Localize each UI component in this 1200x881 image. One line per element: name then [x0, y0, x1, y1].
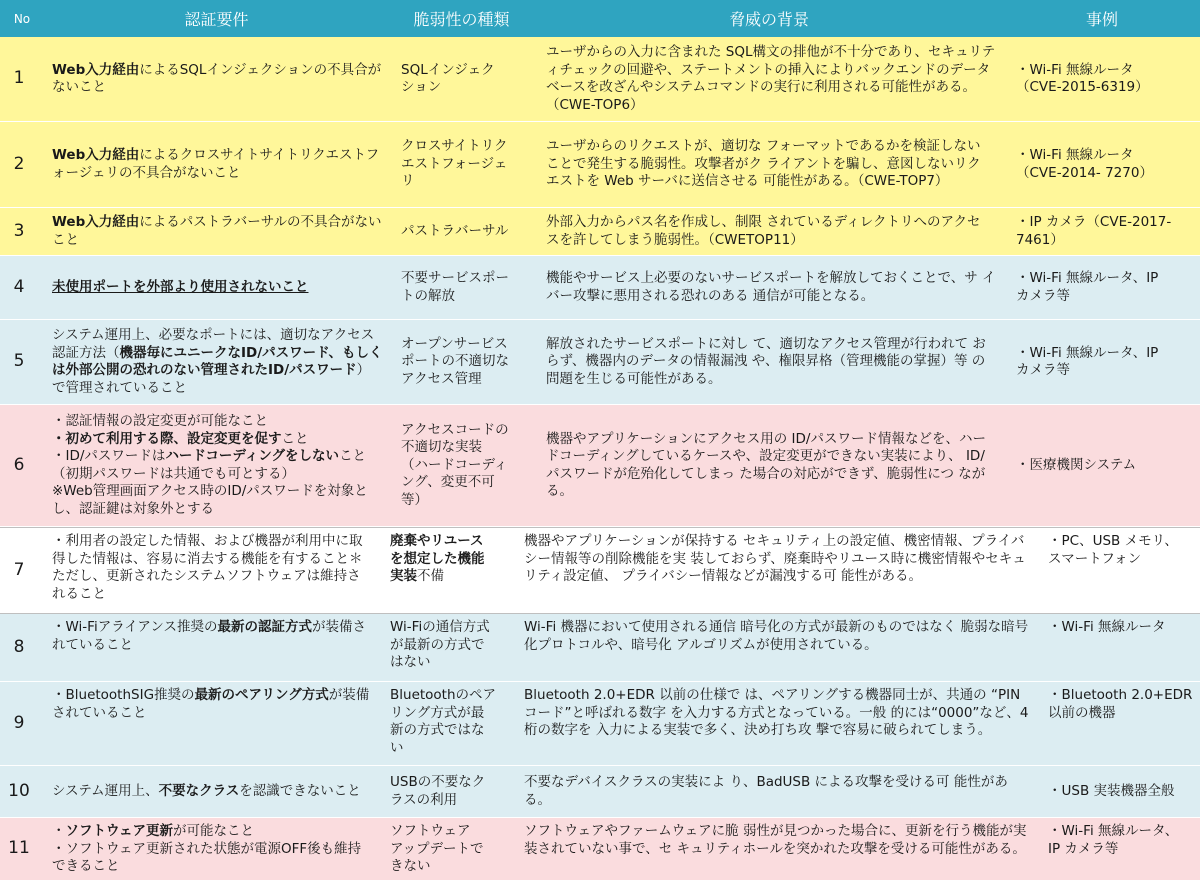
- requirement-text: [52, 619, 372, 654]
- example-cell: [1036, 682, 1200, 765]
- table-row: [0, 122, 1200, 208]
- threat-text: 機能やサービス上必要のないサービスポートを解放しておくことで、サ イバー攻撃に悪用される恐れのある 通信が可能となる。: [546, 270, 996, 304]
- text-run: 不備: [417, 568, 444, 584]
- text-run: システム運用上、: [52, 782, 159, 799]
- row-number: 2: [13, 153, 25, 174]
- vulnerability-text: クロスサイトリク エストフォージェ リ: [401, 138, 508, 190]
- threat-cell: [534, 37, 1004, 121]
- table-row: [0, 766, 1200, 818]
- threat-cell: [512, 682, 1036, 765]
- table-row: [0, 527, 1200, 614]
- threat-text: 機器やアプリケーションが保持する セキュリティ上の設定値、機密情報、プライバシー情報等の削除機能を実 装しておらず、廃棄時やリユース時に機密情報やセキュリティ設定値、 プライバシー情報などが漏洩する可 能性がある。: [524, 533, 1026, 584]
- text-run: 最新の認証方式: [217, 619, 312, 635]
- text-run: によるクロスサイトサイトリクエストフォージェリの不具合がないこと: [52, 147, 380, 181]
- row-number: 11: [8, 838, 30, 859]
- threat-cell: [534, 320, 1004, 404]
- header-threat-background: 脅威の背景: [534, 0, 1004, 37]
- text-run: ハードコーディングをしない: [165, 448, 340, 464]
- row-number: 1: [13, 68, 25, 89]
- header-vulnerability-type: 脆弱性の種類: [389, 0, 534, 37]
- text-run: システム運用上、必要なポートには、適切なアクセス認証方法（: [52, 327, 375, 361]
- text-run: ソフトウェア更新: [65, 823, 173, 839]
- vulnerability-cell: [378, 682, 512, 765]
- header-example: 事例: [1004, 0, 1200, 37]
- example-cell: [1036, 528, 1200, 613]
- threat-text: Bluetooth 2.0+EDR 以前の仕様で は、ペアリングする機器同士が、共通の “PIN コード”と呼ばれる数字 を入力する方式となっている。一般 的には“0000”など、4 桁の数字を 入力による実装で多く、決め打ち攻 撃で容易に破られてしまう。: [524, 687, 1029, 738]
- text-run: ・BluetoothSIG推奨の: [52, 687, 195, 703]
- text-run: 機器毎にユニークなID/パスワード、もしくは外部公開の恐れのない管理されたID/パスワード: [52, 344, 383, 378]
- table-row: [0, 208, 1200, 256]
- requirement-cell: [44, 122, 389, 207]
- row-number: 3: [13, 220, 25, 241]
- requirement-text: [52, 687, 372, 722]
- example-text: ・Wi-Fi 無線ルータ （CVE-2014- 7270）: [1016, 147, 1153, 181]
- requirement-cell: [44, 766, 378, 817]
- vulnerability-text: Bluetoothのペア リング方式が最 新の方式ではな い: [390, 687, 497, 756]
- header-no: No: [0, 0, 44, 37]
- threat-cell: [534, 256, 1004, 319]
- text-run: 廃棄やリユース を想定した機能 実装: [390, 533, 485, 584]
- threat-text: 解放されたサービスポートに対し て、適切なアクセス管理が行われて おらず、機器内のデータの情報漏洩 や、権限昇格（管理機能の掌握）等 の問題を生じる可能性がある。: [546, 335, 986, 387]
- vulnerability-text: 不要サービスポー トの解放: [401, 270, 509, 304]
- requirement-text: [52, 533, 372, 603]
- threat-text: 不要なデバイスクラスの実装によ り、BadUSB による攻撃を受ける可 能性がある。: [524, 774, 1008, 808]
- row-number: 4: [13, 276, 25, 297]
- text-run: Web入力経由: [52, 147, 140, 163]
- vulnerability-text: パストラバーサル: [401, 222, 509, 239]
- text-run: が装備されていること: [52, 619, 366, 653]
- vulnerability-text: USBの不要なク ラスの利用: [390, 774, 486, 808]
- requirement-cell: [44, 818, 378, 880]
- threat-cell: [534, 208, 1004, 255]
- table-row: [0, 682, 1200, 766]
- requirement-cell: [44, 256, 389, 319]
- threat-text: 外部入力からパス名を作成し、制限 されているディレクトリへのアクセ スを許してしまう脆弱性。（CWETOP11）: [546, 214, 981, 248]
- text-run: 不要なクラス: [158, 782, 240, 799]
- text-run: ・初めて利用する際、設定変更を促す: [52, 430, 282, 447]
- text-run: ・Wi-Fiアライアンス推奨の: [52, 619, 218, 635]
- requirement-cell: [44, 320, 389, 404]
- row-number: 6: [13, 454, 25, 475]
- example-cell: [1036, 766, 1200, 817]
- vulnerability-cell: [389, 256, 534, 319]
- threat-cell: [534, 405, 1004, 526]
- text-run: ・利用者の設定した情報、および機器が利用中に取得した情報は、容易に消去する機能を有すること＊ただし、更新されたシステムソフトウェアは維持されること: [52, 533, 363, 602]
- text-run: を認識できないこと: [239, 782, 361, 799]
- vulnerability-text: [390, 533, 485, 586]
- vulnerability-cell: [389, 405, 534, 526]
- vulnerability-cell: [378, 614, 512, 681]
- example-text: ・Wi-Fi 無線ルータ （CVE-2015-6319）: [1016, 61, 1149, 95]
- example-text: ・IP カメラ（CVE-2017-7461）: [1016, 214, 1172, 248]
- threat-text: ユーザからの入力に含まれた SQL構文の排他が不十分であり、セキュリティチェックの回避や、ステートメントの挿入によりバックエンドのデータベースを改ざんやシステムコマンドの実行に利用される可能性がある。（CWE-TOP6）: [546, 44, 996, 113]
- requirement-text: [52, 327, 383, 397]
- example-text: ・Wi-Fi 無線ルータ、 IP カメラ等: [1048, 823, 1179, 857]
- requirement-text: [52, 279, 309, 297]
- example-cell: [1004, 208, 1200, 255]
- threat-cell: [512, 528, 1036, 613]
- text-run: が装備されていること: [52, 687, 370, 721]
- text-run: ・認証情報の設定変更が可能なこと: [52, 413, 268, 429]
- threat-text: ソフトウェアやファームウェアに脆 弱性が見つかった場合に、更新を行う機能が実装されていない事で、セ キュリティホールを突かれた攻撃を受ける可能性がある。: [524, 823, 1027, 857]
- requirement-text: [52, 214, 383, 249]
- vulnerability-cell: [389, 122, 534, 207]
- example-cell: [1004, 122, 1200, 207]
- example-cell: [1036, 614, 1200, 681]
- vulnerability-cell: [378, 766, 512, 817]
- example-text: ・USB 実装機器全般: [1048, 782, 1175, 799]
- header-requirement: 認証要件: [44, 0, 389, 37]
- text-run: ・ID/パスワードは: [52, 448, 166, 464]
- table-row: [0, 256, 1200, 320]
- threat-cell: [512, 818, 1036, 880]
- row-number: 9: [13, 712, 25, 733]
- requirement-text: [52, 823, 372, 876]
- text-run: 最新のペアリング方式: [194, 687, 329, 703]
- threat-text: ユーザからのリクエストが、適切な フォーマットであるかを検証しない ことで発生する脆弱性。攻撃者がク ライアントを騙し、意図しないリク エストを Web サーバに送信させる 可能性がある。（CWE-TOP7）: [546, 138, 981, 190]
- example-text: ・Wi-Fi 無線ルータ、IP カメラ等: [1016, 270, 1159, 304]
- requirement-cell: [44, 614, 378, 681]
- text-run: 未使用ポートを外部より使用されないこと: [52, 278, 309, 295]
- requirement-cell: [44, 405, 389, 526]
- requirement-text: [52, 413, 383, 518]
- vulnerability-text: オープンサービス ポートの不適切な アクセス管理: [401, 335, 509, 387]
- text-run: こと: [281, 430, 309, 447]
- table-row: [0, 320, 1200, 405]
- text-run: が可能なこと ・ソフトウェア更新された状態が電源OFF後も維持できること: [52, 823, 362, 874]
- table-row: [0, 614, 1200, 682]
- text-run: によるSQLインジェクションの不具合がないこと: [52, 61, 382, 95]
- table-row: [0, 37, 1200, 122]
- requirement-text: [52, 62, 383, 97]
- vulnerability-cell: [378, 818, 512, 880]
- example-text: ・PC、USB メモリ、 スマートフォン: [1048, 533, 1178, 567]
- example-cell: [1036, 818, 1200, 880]
- text-run: によるパストラバーサルの不具合がないこと: [52, 214, 382, 248]
- example-text: ・Wi-Fi 無線ルータ、IP カメラ等: [1016, 344, 1159, 378]
- vulnerability-cell: [378, 528, 512, 613]
- vulnerability-text: アクセスコードの 不適切な実装 （ハードコーディ ング、変更不可 等）: [401, 421, 509, 508]
- threat-text: 機器やアプリケーションにアクセス用の ID/パスワード情報などを、ハードコーディングしているケースや、設定変更ができない実装により、 ID/パスワードが危殆化してしまっ た場合の対応ができず、脆弱性につ ながる。: [546, 430, 986, 499]
- threat-cell: [534, 122, 1004, 207]
- requirement-text: [52, 783, 361, 801]
- text-run: Web入力経由: [52, 61, 140, 78]
- row-number: 5: [13, 351, 25, 372]
- example-text: ・Wi-Fi 無線ルータ: [1048, 619, 1166, 635]
- vulnerability-cell: [389, 208, 534, 255]
- requirement-cell: [44, 208, 389, 255]
- vulnerability-cell: [389, 37, 534, 121]
- example-cell: [1004, 405, 1200, 526]
- row-number: 7: [13, 559, 25, 580]
- row-number: 8: [13, 636, 25, 657]
- example-cell: [1004, 37, 1200, 121]
- threat-cell: [512, 614, 1036, 681]
- text-run: ・: [52, 823, 66, 839]
- requirement-cell: [44, 528, 378, 613]
- threat-cell: [512, 766, 1036, 817]
- vulnerability-cell: [389, 320, 534, 404]
- requirement-text: [52, 147, 383, 182]
- vulnerability-text: SQLインジェク ション: [401, 61, 495, 95]
- example-text: ・医療機関システム: [1016, 456, 1137, 473]
- text-run: こと（初期パスワードは共通でも可とする） ※Web管理画面アクセス時のID/パスワードを対象とし、認証鍵は対象外とする: [52, 448, 368, 517]
- requirement-cell: [44, 37, 389, 121]
- vulnerability-text: Wi-Fiの通信方式 が最新の方式で はない: [390, 619, 490, 670]
- table-row: [0, 818, 1200, 881]
- example-text: ・Bluetooth 2.0+EDR 以前の機器: [1048, 687, 1193, 721]
- requirement-cell: [44, 682, 378, 765]
- table-row: [0, 405, 1200, 527]
- example-cell: [1004, 256, 1200, 319]
- text-run: Web入力経由: [52, 214, 140, 230]
- threat-text: Wi-Fi 機器において使用される通信 暗号化の方式が最新のものではなく 脆弱な暗号化プロトコルや、暗号化 アルゴリズムが使用されている。: [524, 619, 1029, 653]
- vulnerability-text: ソフトウェア アップデートで きない: [390, 823, 484, 874]
- row-number: 10: [8, 780, 30, 801]
- text-run: ）で管理されていること: [52, 362, 371, 396]
- example-cell: [1004, 320, 1200, 404]
